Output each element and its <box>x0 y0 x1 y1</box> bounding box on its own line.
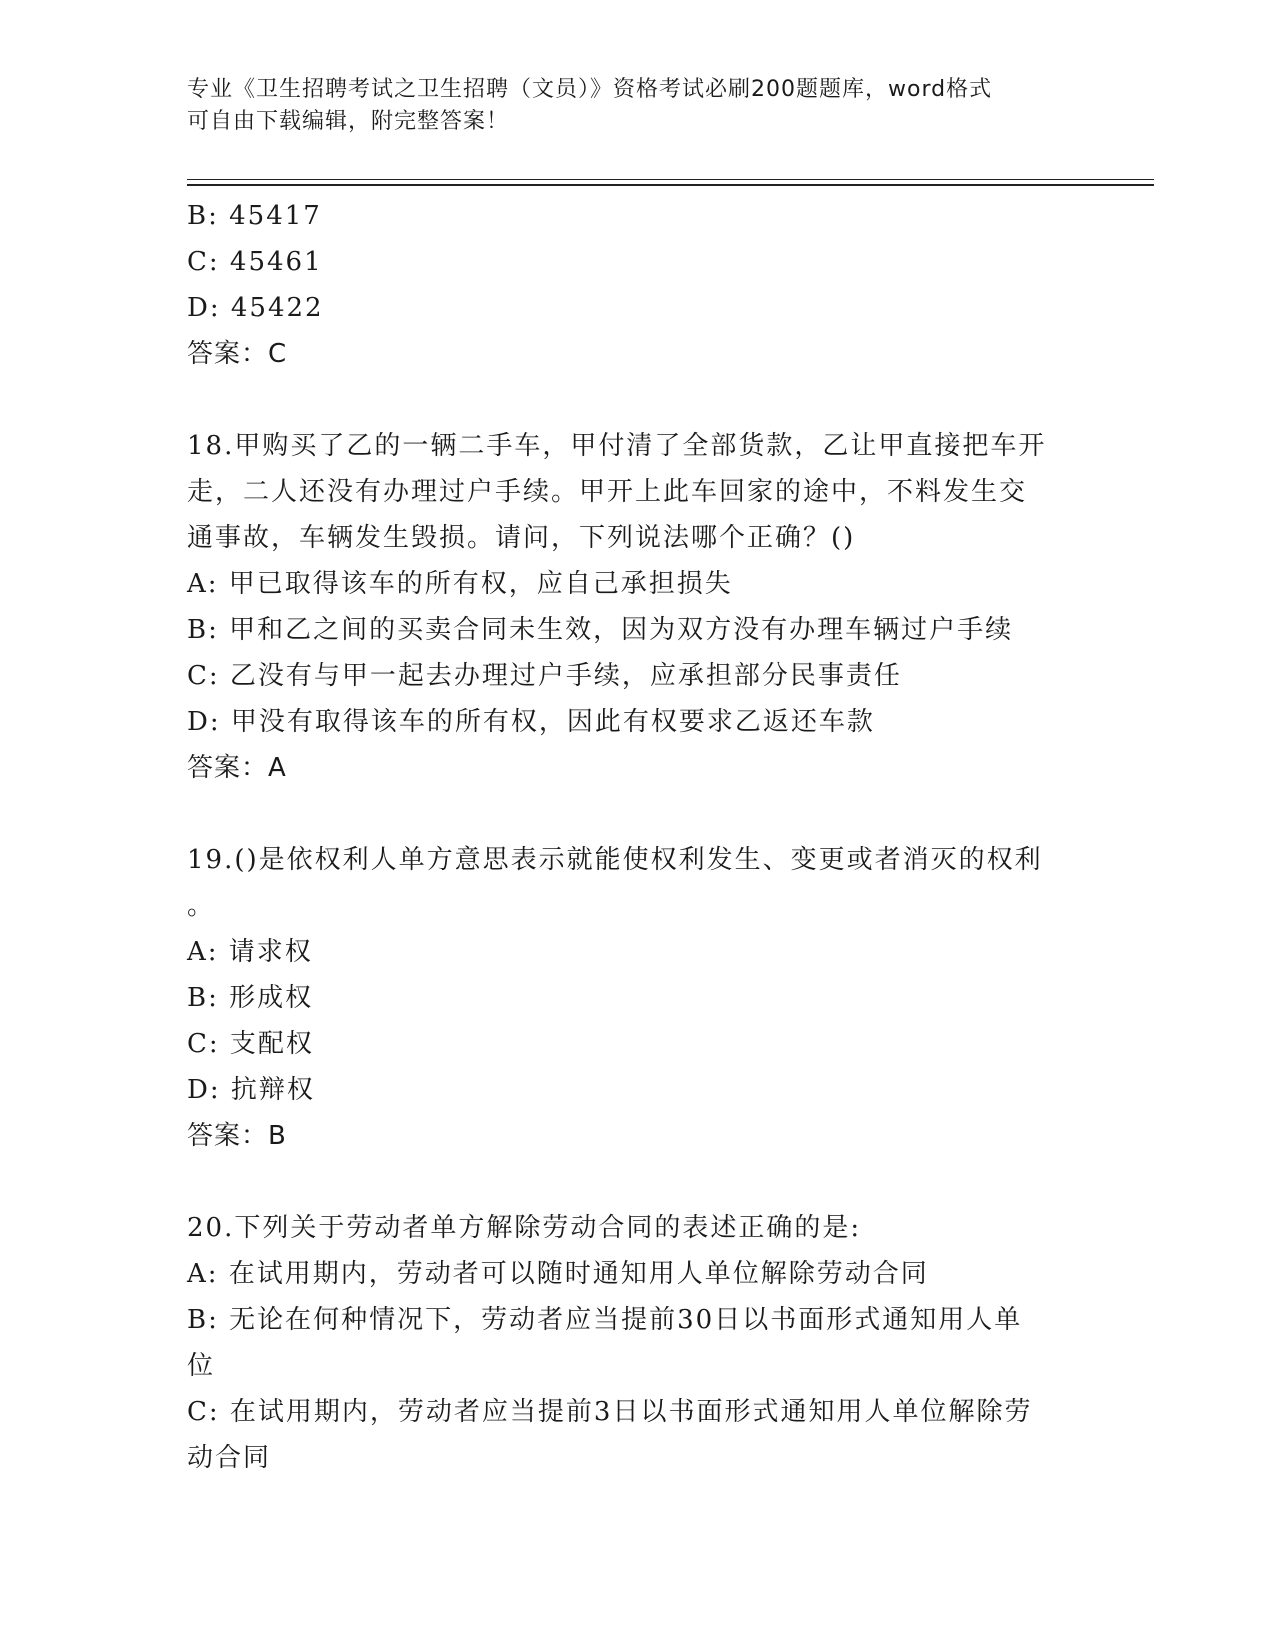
option-b: B: 形成权 <box>187 983 314 1013</box>
question-stem-line: 19.()是依权利人单方意思表示就能使权利发生、变更或者消灭的权利 <box>187 845 1043 875</box>
option-c: C: 45461 <box>187 247 323 277</box>
option-d: D: 45422 <box>187 293 324 323</box>
question-stem-line: 20.下列关于劳动者单方解除劳动合同的表述正确的是: <box>187 1213 862 1243</box>
header-divider-thick <box>187 184 1154 186</box>
question-content <box>187 193 1067 1481</box>
question-stem-line: 通事故，车辆发生毁损。请问，下列说法哪个正确？() <box>187 523 856 553</box>
option-b: B: 无论在何种情况下，劳动者应当提前30日以书面形式通知用人单 <box>187 1305 1023 1335</box>
question-20 <box>187 1205 1067 1481</box>
option-c-continued: 动合同 <box>187 1443 272 1473</box>
spacer <box>187 791 1067 837</box>
answer-line: 答案：B <box>187 1121 287 1151</box>
option-b: B: 甲和乙之间的买卖合同未生效，因为双方没有办理车辆过户手续 <box>187 615 1014 645</box>
question-stem-line: 走，二人还没有办理过户手续。甲开上此车回家的途中，不料发生交 <box>187 477 1028 507</box>
header-title <box>187 74 1067 138</box>
header-line-1: 专业《卫生招聘考试之卫生招聘（文员）》资格考试必刷200题题库，word格式 <box>187 77 993 102</box>
question-stem-line: 18.甲购买了乙的一辆二手车，甲付清了全部货款，乙让甲直接把车开 <box>187 431 1047 461</box>
header-divider-thin <box>187 179 1154 180</box>
header-line-2: 可自由下载编辑，附完整答案！ <box>187 109 510 134</box>
option-d: D: 抗辩权 <box>187 1075 315 1105</box>
option-a: A: 请求权 <box>187 937 313 967</box>
question-18 <box>187 423 1067 791</box>
question-17-continued <box>187 193 1067 377</box>
option-c: C: 乙没有与甲一起去办理过户手续，应承担部分民事责任 <box>187 661 902 691</box>
option-b: B: 45417 <box>187 201 322 231</box>
option-b-continued: 位 <box>187 1351 216 1381</box>
option-c: C: 在试用期内，劳动者应当提前3日以书面形式通知用人单位解除劳 <box>187 1397 1033 1427</box>
answer-line: 答案：A <box>187 753 287 783</box>
option-a: A: 甲已取得该车的所有权，应自己承担损失 <box>187 569 733 599</box>
spacer <box>187 377 1067 423</box>
option-c: C: 支配权 <box>187 1029 314 1059</box>
option-a: A: 在试用期内，劳动者可以随时通知用人单位解除劳动合同 <box>187 1259 929 1289</box>
option-d: D: 甲没有取得该车的所有权，因此有权要求乙返还车款 <box>187 707 875 737</box>
answer-line: 答案：C <box>187 339 288 369</box>
spacer <box>187 1159 1067 1205</box>
question-stem-line: 。 <box>187 891 216 921</box>
question-19 <box>187 837 1067 1159</box>
